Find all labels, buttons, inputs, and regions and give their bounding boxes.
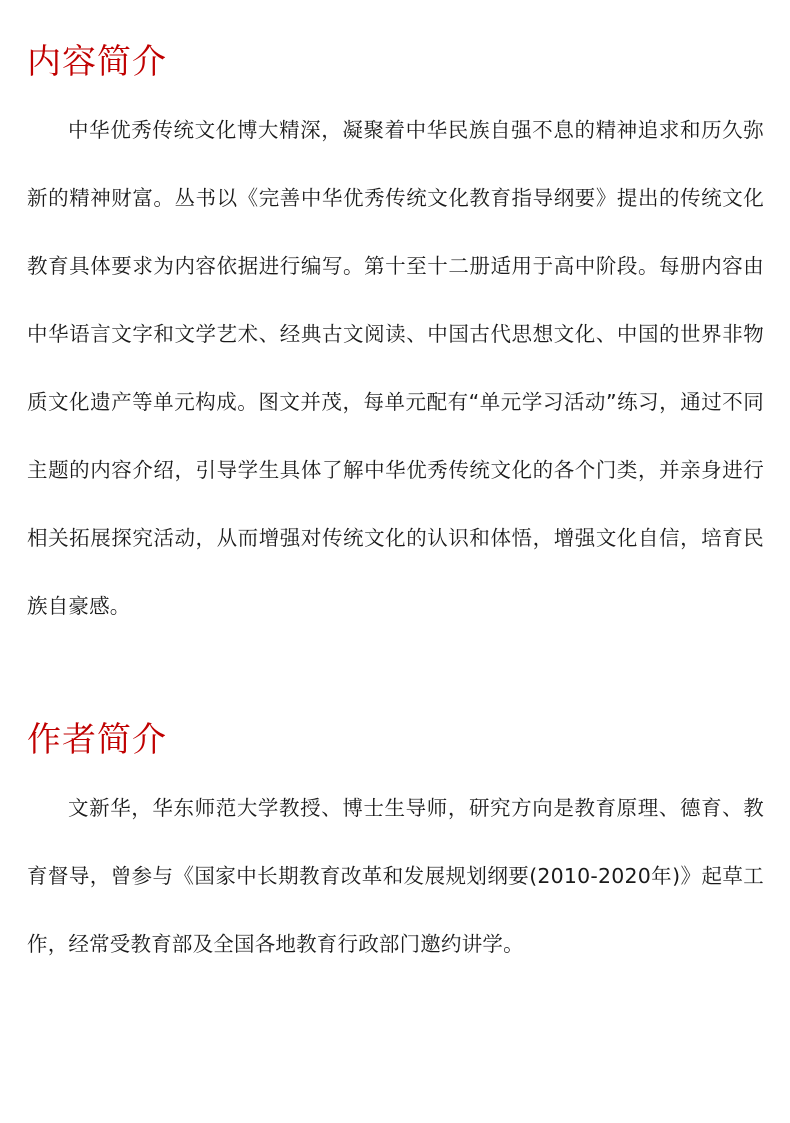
- content-intro-paragraph: 中华优秀传统文化博大精深，凝聚着中华民族自强不息的精神追求和历久弥新的精神财富。丛书以《完善中华优秀传统文化教育指导纲要》提出的传统文化教育具体要求为内容依据进行编写。第十至十二册适用于高中阶段。每册内容由中华语言文字和文学艺术、经典古文阅读、中国古代思想文化、中国的世界非物质文化遗产等单元构成。图文并茂，每单元配有“单元学习活动”练习，通过不同主题的内容介绍，引导学生具体了解中华优秀传统文化的各个门类，并亲身进行相关拓展探究活动，从而增强对传统文化的认识和体悟，增强文化自信，培育民族自豪感。: [27, 118, 764, 618]
- content-intro-heading: 内容简介: [27, 42, 167, 82]
- author-intro-paragraph: 文新华，华东师范大学教授、博士生导师，研究方向是教育原理、德育、教育督导，曾参与《国家中长期教育改革和发展规划纲要(2010-2020年)》起草工作，经常受教育部及全国各地教育行政部门邀约讲学。: [27, 796, 764, 956]
- author-intro-heading: 作者简介: [27, 720, 167, 760]
